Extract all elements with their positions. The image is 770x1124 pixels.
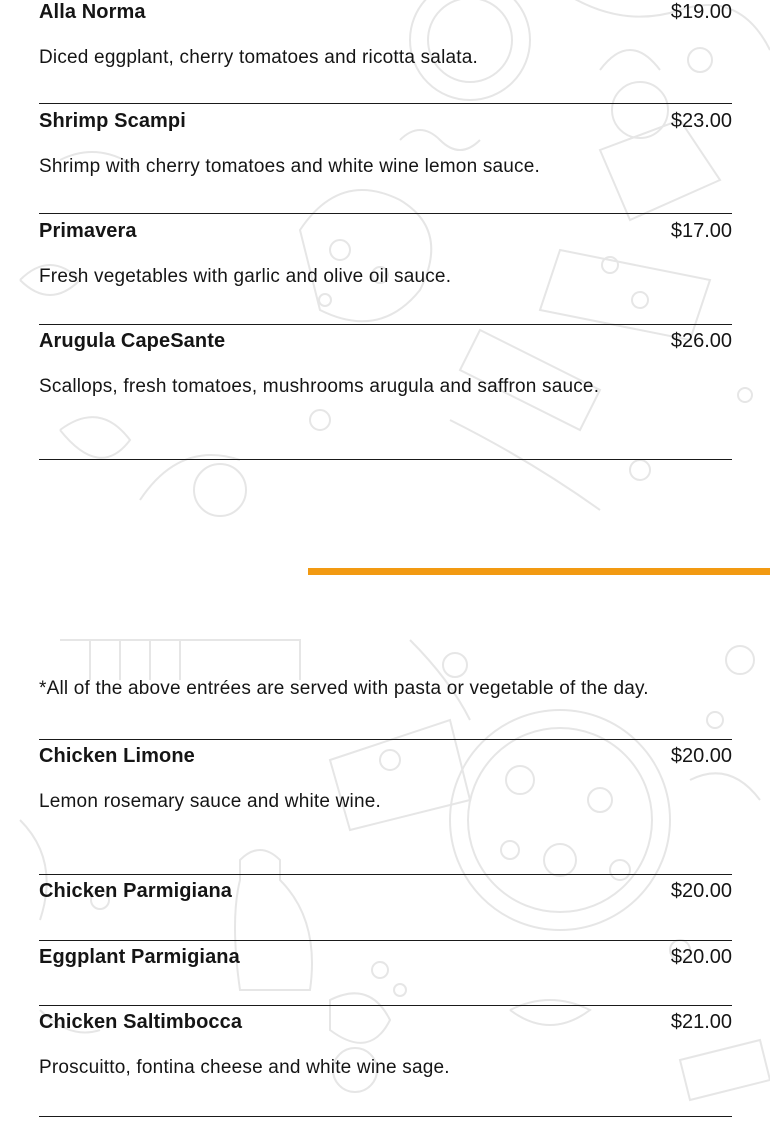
menu-item: [39, 945, 732, 969]
item-description: Proscuitto, fontina cheese and white wine sage.: [39, 1057, 450, 1078]
item-description: Diced eggplant, cherry tomatoes and ricotta salata.: [39, 47, 478, 68]
orange-accent-bar: [308, 568, 770, 575]
menu-item: [39, 879, 732, 903]
item-name: Chicken Parmigiana: [39, 880, 232, 902]
item-description: Fresh vegetables with garlic and olive oil sauce.: [39, 266, 452, 287]
item-price: $17.00: [670, 220, 732, 242]
item-price: $20.00: [670, 880, 732, 902]
item-price: $23.00: [670, 110, 732, 132]
item-description: Lemon rosemary sauce and white wine.: [39, 791, 381, 812]
divider: [39, 940, 732, 941]
divider: [39, 103, 732, 104]
divider: [39, 459, 732, 460]
item-price: $19.00: [670, 1, 732, 23]
divider: [39, 739, 732, 740]
menu-item: [39, 219, 732, 289]
item-name: Eggplant Parmigiana: [39, 946, 240, 968]
divider: [39, 1116, 732, 1117]
menu-item: [39, 1010, 732, 1080]
item-name: Alla Norma: [39, 1, 146, 23]
item-price: $20.00: [670, 946, 732, 968]
item-price: $26.00: [670, 330, 732, 352]
divider: [39, 324, 732, 325]
menu-item: [39, 0, 732, 70]
item-name: Primavera: [39, 220, 137, 242]
item-price: $20.00: [670, 745, 732, 767]
item-name: Chicken Limone: [39, 745, 195, 767]
divider: [39, 1005, 732, 1006]
menu-item: [39, 744, 732, 814]
item-name: Chicken Saltimbocca: [39, 1011, 243, 1033]
menu-item: [39, 329, 732, 399]
divider: [39, 874, 732, 875]
entree-note: *All of the above entrées are served with pasta or vegetable of the day.: [39, 678, 649, 699]
item-description: Shrimp with cherry tomatoes and white wine lemon sauce.: [39, 156, 541, 177]
item-name: Arugula CapeSante: [39, 330, 226, 352]
divider: [39, 213, 732, 214]
menu-item: [39, 109, 732, 179]
item-description: Scallops, fresh tomatoes, mushrooms arugula and saffron sauce.: [39, 376, 600, 397]
item-name: Shrimp Scampi: [39, 110, 186, 132]
item-price: $21.00: [670, 1011, 732, 1033]
